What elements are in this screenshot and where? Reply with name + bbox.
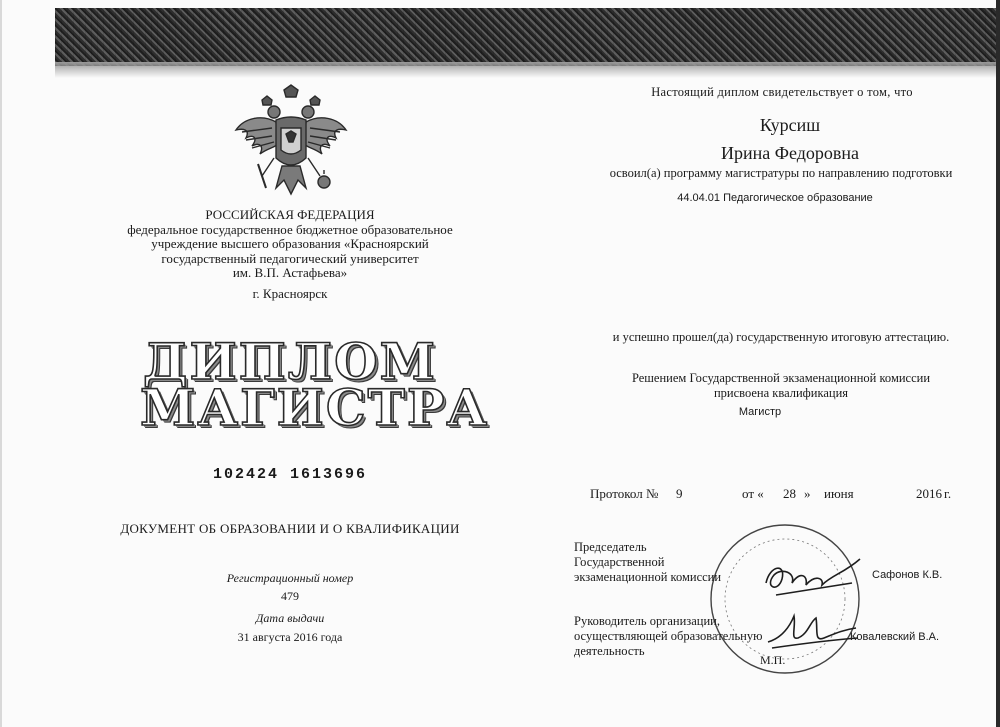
commission-decision-line-2: присвоена квалификация: [713, 386, 849, 400]
document-type: ДОКУМЕНТ ОБ ОБРАЗОВАНИИ И О КВАЛИФИКАЦИИ: [120, 521, 460, 536]
head-title-line-1: Руководитель организации,: [574, 614, 720, 628]
protocol-number: 9: [676, 486, 683, 501]
decorative-header-band: [55, 8, 1000, 66]
seal-place-mark: М.П.: [760, 653, 786, 667]
header-band-fade: [55, 62, 1000, 78]
org-line-4: им. В.П. Астафьева»: [232, 265, 348, 280]
org-line-1: федеральное государственное бюджетное образовательное: [127, 221, 453, 237]
graduate-given-names: Ирина Федоровна: [720, 143, 859, 163]
organization-head-title: [574, 614, 762, 659]
qualification: Магистр: [738, 406, 782, 418]
diploma-title-line-2: МАГИСТРА: [140, 378, 490, 437]
program-name: 44.04.01 Педагогическое образование: [677, 192, 873, 204]
registration-number-label: Регистрационный номер: [226, 571, 354, 585]
head-title-line-3: деятельность: [574, 644, 645, 658]
org-line-3: государственный педагогический университет: [161, 250, 419, 266]
protocol-from: от «: [742, 486, 764, 501]
protocol-year: 2016: [916, 486, 942, 501]
graduate-surname: Курсиш: [759, 115, 821, 135]
org-line-2: учреждение высшего образования «Красноярский: [151, 236, 429, 251]
head-title-line-2: осуществляющей образовательную: [574, 629, 763, 643]
commission-chair-title: [574, 540, 721, 585]
chair-title-line-1: Председатель: [574, 540, 647, 554]
serial-number: 102424 1613696: [212, 466, 368, 483]
protocol-quote-close: »: [804, 486, 811, 501]
chair-title-line-3: экзаменационной комиссии: [574, 570, 722, 584]
protocol-year-suffix: г.: [944, 486, 952, 501]
scan-edge-right: [996, 0, 1000, 727]
city: г. Красноярск: [252, 286, 328, 301]
protocol-day: 28: [783, 486, 796, 501]
certifies-text: Настоящий диплом свидетельствует о том, что: [651, 85, 913, 99]
scan-edge-left: [0, 0, 2, 727]
chair-title-line-2: Государственной: [574, 555, 665, 569]
coat-of-arms-emblem: [232, 84, 350, 202]
issuing-organization: [100, 208, 480, 281]
registration-number: 479: [281, 589, 299, 603]
protocol-label: Протокол №: [590, 486, 659, 501]
issue-date: 31 августа 2016 года: [237, 630, 343, 644]
mastered-program-text: освоил(а) программу магистратуры по направлению подготовки: [609, 166, 953, 180]
chair-name: Сафонов К.В.: [872, 569, 943, 581]
passed-attestation-text: и успешно прошел(да) государственную итоговую аттестацию.: [612, 330, 950, 344]
diploma-title-line-1: ДИПЛОМ: [142, 332, 438, 391]
head-signature: [760, 608, 860, 656]
country-name: РОССИЙСКАЯ ФЕДЕРАЦИЯ: [205, 207, 375, 222]
protocol-month: июня: [824, 486, 854, 501]
head-name: Ковалевский В.А.: [850, 631, 940, 643]
chair-signature: [752, 553, 862, 609]
issue-date-label: Дата выдачи: [255, 611, 325, 625]
commission-decision-line-1: Решением Государственной экзаменационной комиссии: [631, 371, 931, 385]
